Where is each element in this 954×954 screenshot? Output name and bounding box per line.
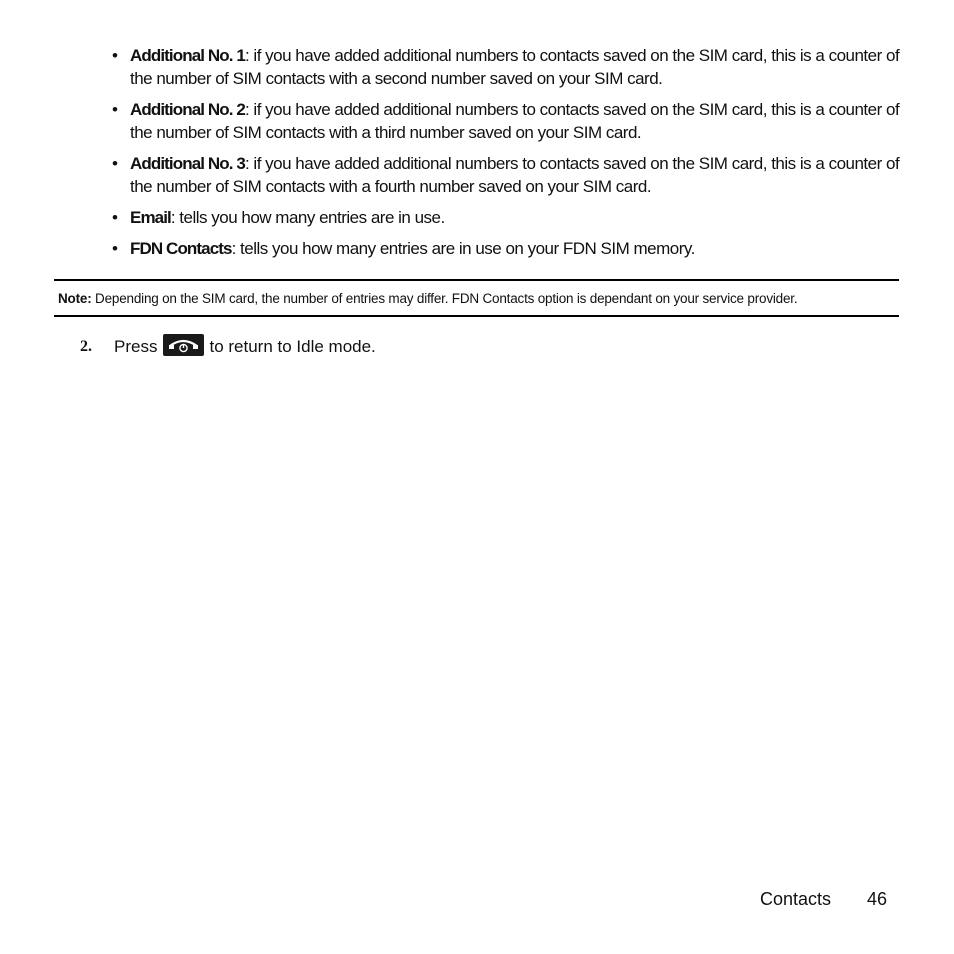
bullet-term: Additional No. 1: [130, 46, 245, 65]
bullet-item-additional-no-2: [112, 98, 902, 144]
bullet-text: : tells you how many entries are in use on your FDN SIM memory.: [231, 239, 695, 258]
bullet-item-additional-no-1: [112, 44, 902, 90]
bullet-dot: •: [112, 100, 118, 119]
note-label: Note:: [58, 291, 92, 306]
bullet-dot: •: [112, 46, 118, 65]
bullet-dot: •: [112, 239, 118, 258]
bullet-text: : tells you how many entries are in use.: [170, 208, 445, 227]
page-number: 46: [867, 889, 888, 909]
bullet-item-fdn-contacts: [112, 237, 902, 260]
bullet-dot: •: [112, 154, 118, 173]
page-footer: [760, 887, 887, 911]
bullet-item-email: [112, 206, 902, 229]
bullet-dot: •: [112, 208, 118, 227]
step-number: 2.: [80, 338, 92, 355]
step-text-before: Press: [114, 337, 158, 356]
footer-section-title: Contacts: [760, 889, 832, 909]
step-2: [80, 335, 376, 359]
bullet-text: : if you have added additional numbers to contacts saved on the SIM card, this is a counter of the number of SIM contacts with a third number saved on your SIM card.: [130, 100, 900, 142]
bullet-list: [112, 44, 902, 268]
bullet-term: Additional No. 3: [130, 154, 245, 173]
bullet-item-additional-no-3: [112, 152, 902, 198]
note-box: [54, 279, 899, 317]
end-key-icon: [163, 334, 204, 356]
bullet-text: : if you have added additional numbers to contacts saved on the SIM card, this is a counter of the number of SIM contacts with a second number saved on your SIM card.: [130, 46, 900, 88]
bullet-term: Email: [130, 208, 171, 227]
bullet-term: Additional No. 2: [130, 100, 245, 119]
step-text-after: to return to Idle mode.: [209, 337, 376, 356]
bullet-text: : if you have added additional numbers to contacts saved on the SIM card, this is a counter of the number of SIM contacts with a fourth number saved on your SIM card.: [130, 154, 900, 196]
bullet-term: FDN Contacts: [130, 239, 232, 258]
note-text: Depending on the SIM card, the number of entries may differ. FDN Contacts option is dependant on your service provider.: [91, 291, 798, 306]
